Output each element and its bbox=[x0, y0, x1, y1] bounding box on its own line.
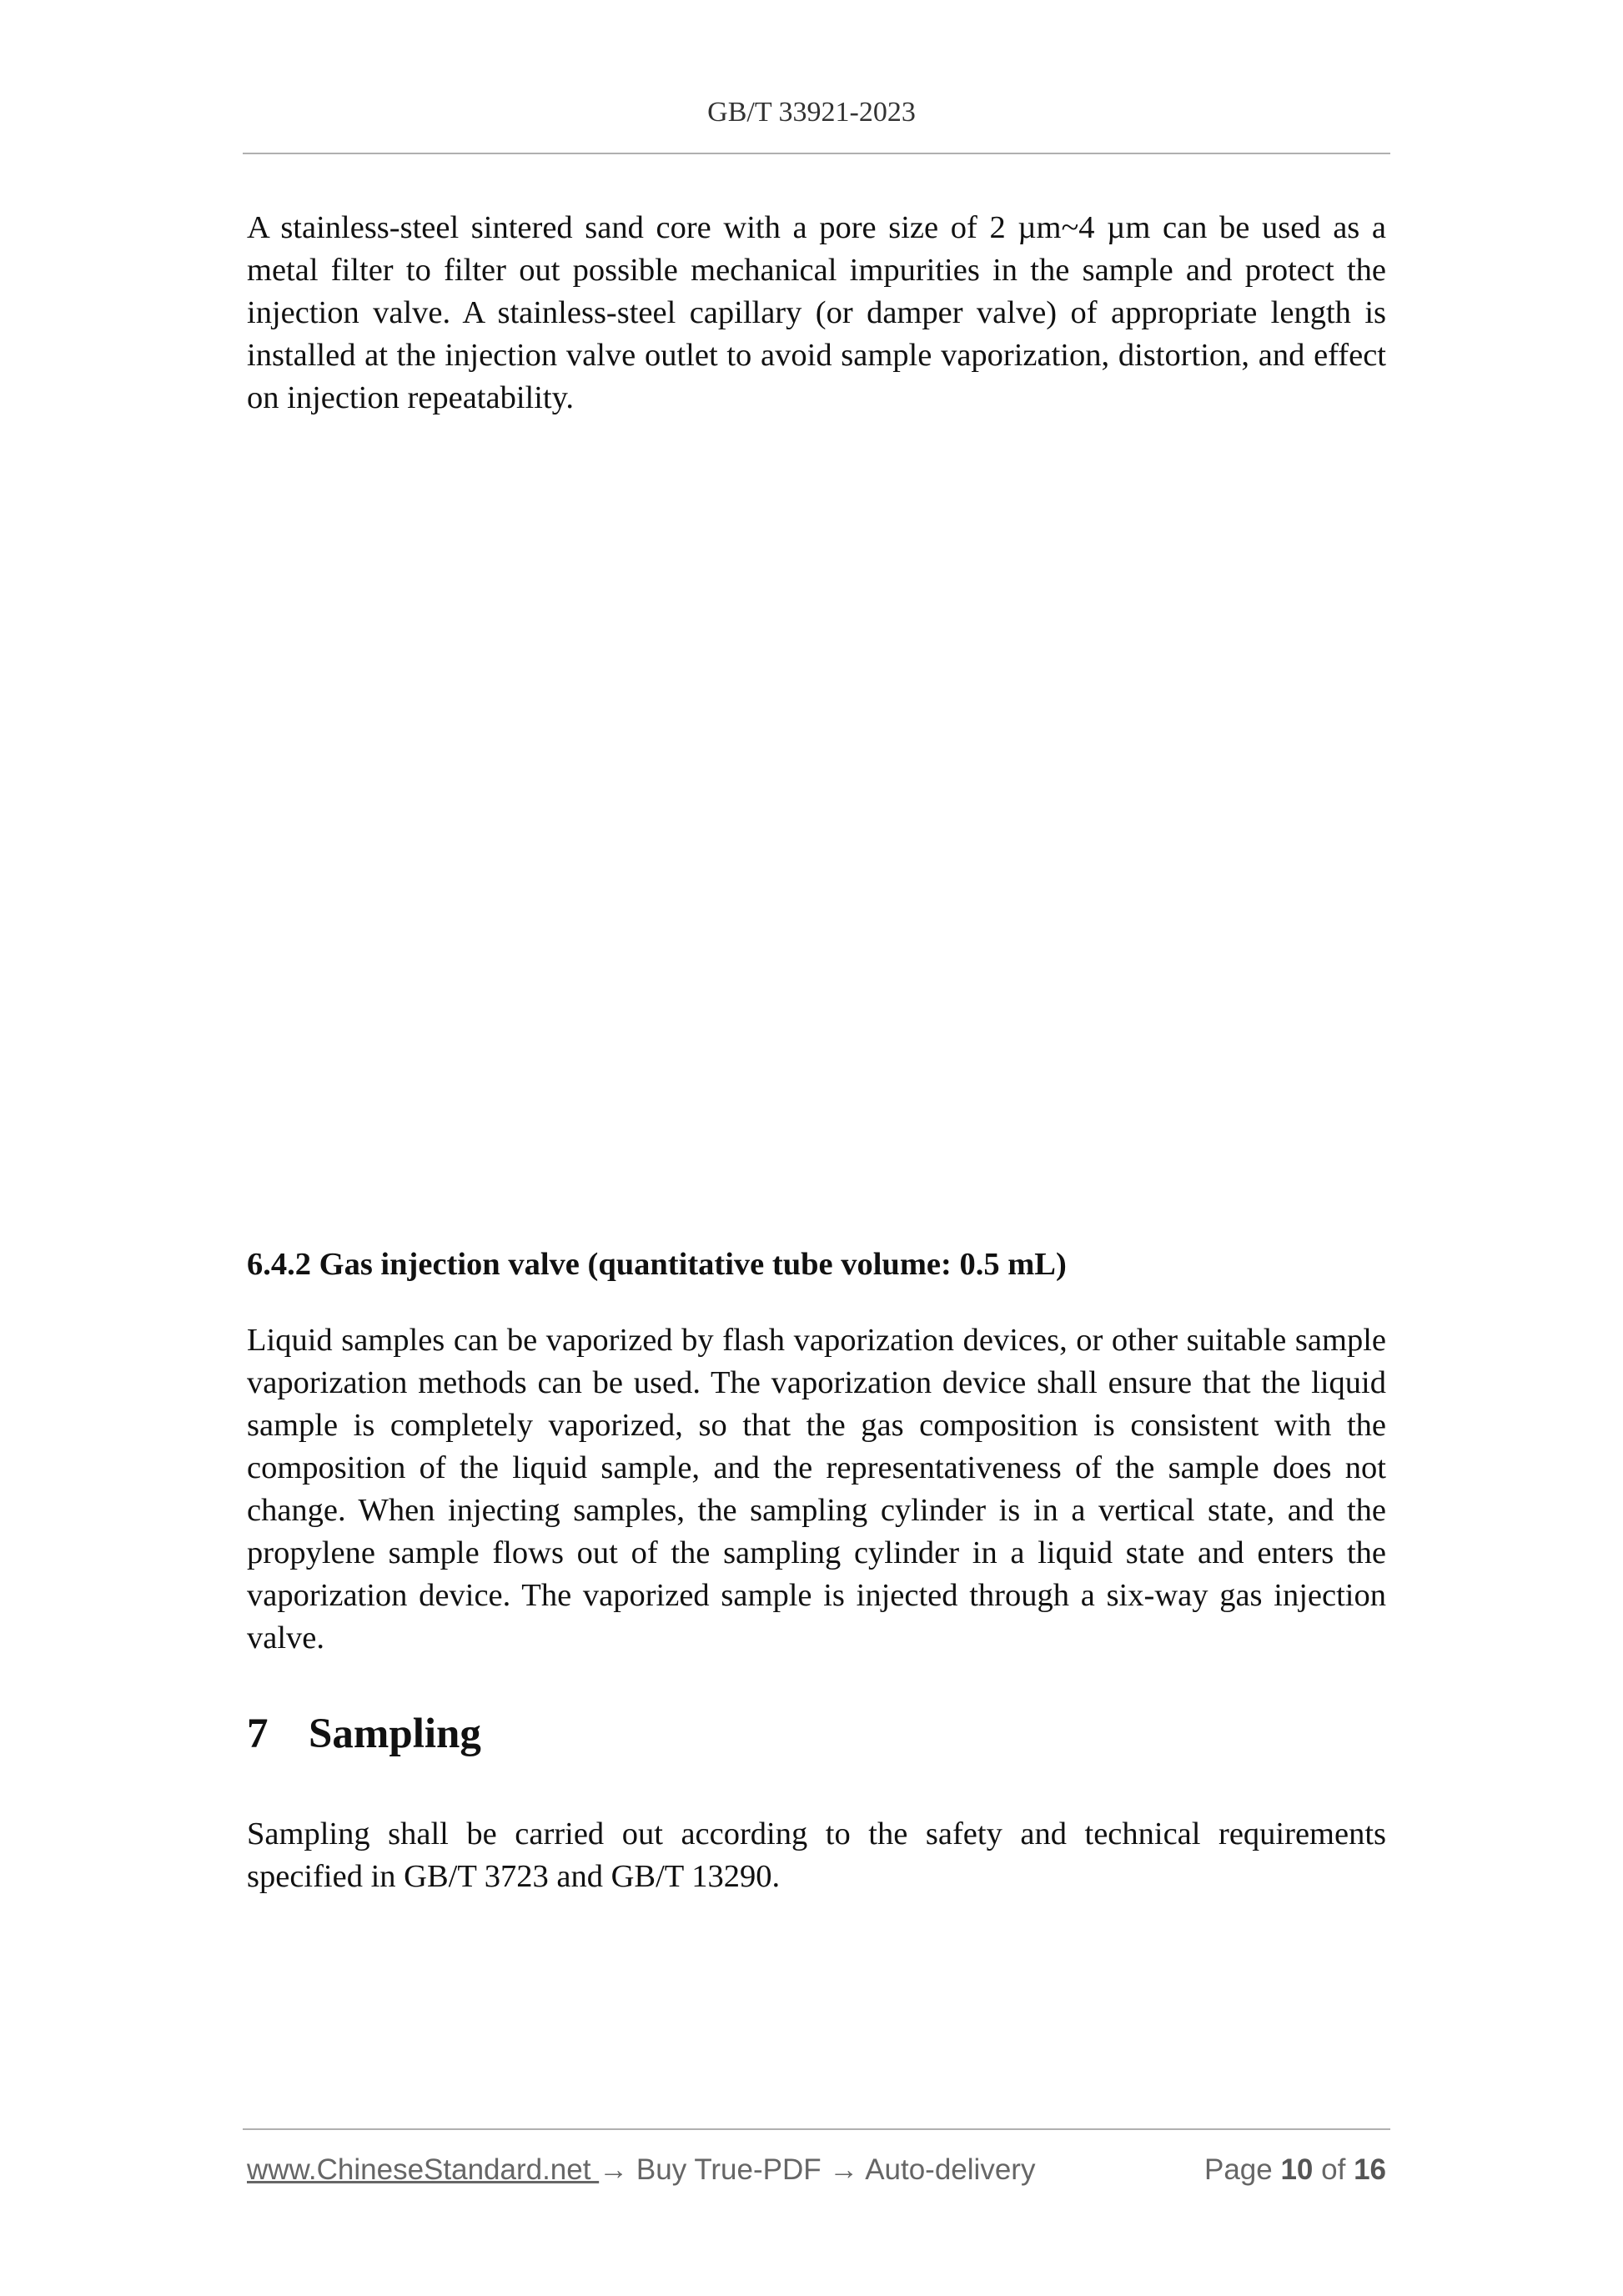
buy-true-pdf-text: Buy True-PDF bbox=[636, 2153, 822, 2186]
section-number: 7 bbox=[247, 1711, 269, 1757]
current-page-number: 10 bbox=[1280, 2153, 1314, 2186]
paragraph-filter-description: A stainless-steel sintered sand core with a pore size of 2 µm~4 µm can be used as a metal filter to filter out possible mechanical impurities in the sample and protect the injection valve. A stainless-steel capillary (or damper valve) of appropriate length is installed at the injection valve outlet to avoid sample vaporization, distortion, and effect on injection repeatability. bbox=[247, 210, 1386, 415]
chinesestandard-link[interactable]: www.ChineseStandard.net bbox=[247, 2153, 600, 2186]
document-id-header: GB/T 33921-2023 bbox=[707, 97, 916, 128]
page-label: Page bbox=[1203, 2153, 1273, 2186]
footer-promo bbox=[247, 2153, 1035, 2187]
paragraph-gas-injection-valve: Liquid samples can be vaporized by flash vaporization devices, or other suitable sample vaporization methods can be used. The vaporization device shall ensure that the liquid sample is completely vaporized, so that the gas composition is consistent with the composition of the liquid sample, and the representativeness of the sample does not change. When injecting samples, the sampling cylinder is in a vertical state, and the propylene sample flows out of the sampling cylinder in a liquid state and enters the vaporization device. The vaporized sample is injected through a six-way gas injection valve. bbox=[247, 1323, 1386, 1655]
section-heading-sampling bbox=[247, 1710, 481, 1758]
page-indicator bbox=[1204, 2153, 1386, 2187]
header-divider bbox=[243, 153, 1390, 154]
arrow-right-icon: → bbox=[829, 2153, 859, 2186]
footer-divider bbox=[243, 2128, 1390, 2130]
section-title: Sampling bbox=[309, 1711, 481, 1757]
paragraph-sampling: Sampling shall be carried out according to the safety and technical requirements specified in GB/T 3723 and GB/T 13290. bbox=[247, 1816, 1386, 1894]
arrow-right-icon: → bbox=[599, 2153, 629, 2186]
page-of-label: of bbox=[1321, 2153, 1346, 2186]
subsection-heading-6-4-2: 6.4.2 Gas injection valve (quantitative tube volume: 0.5 mL) bbox=[247, 1247, 1067, 1282]
auto-delivery-text: Auto-delivery bbox=[865, 2153, 1036, 2186]
total-pages-number: 16 bbox=[1354, 2153, 1386, 2186]
